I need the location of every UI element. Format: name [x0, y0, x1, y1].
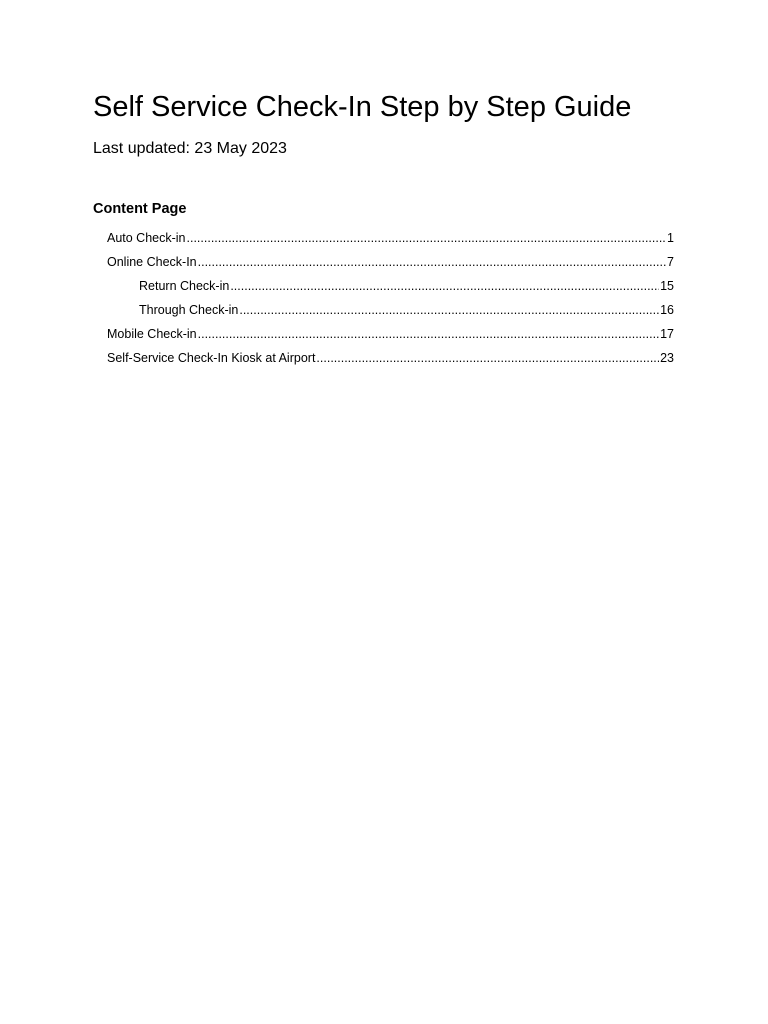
toc-entry-label: Auto Check-in: [107, 231, 186, 245]
toc-entry-label: Return Check-in: [139, 279, 230, 293]
toc-entry-kiosk-at-airport[interactable]: [0, 348, 768, 372]
table-of-contents: [0, 228, 768, 372]
toc-entry-label: Self-Service Check-In Kiosk at Airport: [107, 351, 316, 365]
toc-entry-page-number: 15: [660, 279, 674, 293]
toc-entry-page-number: 1: [667, 231, 674, 245]
toc-dot-leader: [239, 300, 659, 320]
toc-entry-page-number: 17: [660, 327, 674, 341]
toc-entry-page-number: 23: [660, 351, 674, 365]
toc-entry-page-number: 16: [660, 303, 674, 317]
toc-entry-online-check-in[interactable]: [0, 252, 768, 276]
document-title: Self Service Check-In Step by Step Guide: [93, 91, 632, 123]
toc-dot-leader: [198, 324, 659, 344]
toc-entry-label: Online Check-In: [107, 255, 197, 269]
toc-dot-leader: [230, 276, 659, 296]
toc-dot-leader: [198, 252, 666, 272]
toc-entry-label: Mobile Check-in: [107, 327, 197, 341]
toc-entry-label: Through Check-in: [139, 303, 239, 317]
toc-heading: Content Page: [93, 201, 187, 217]
last-updated-date: Last updated: 23 May 2023: [93, 140, 287, 157]
toc-dot-leader: [316, 348, 659, 368]
toc-entry-auto-check-in[interactable]: [0, 228, 768, 252]
toc-dot-leader: [187, 228, 667, 248]
toc-entry-page-number: 7: [667, 255, 674, 269]
toc-entry-return-check-in[interactable]: [0, 276, 768, 300]
toc-entry-through-check-in[interactable]: [0, 300, 768, 324]
toc-entry-mobile-check-in[interactable]: [0, 324, 768, 348]
